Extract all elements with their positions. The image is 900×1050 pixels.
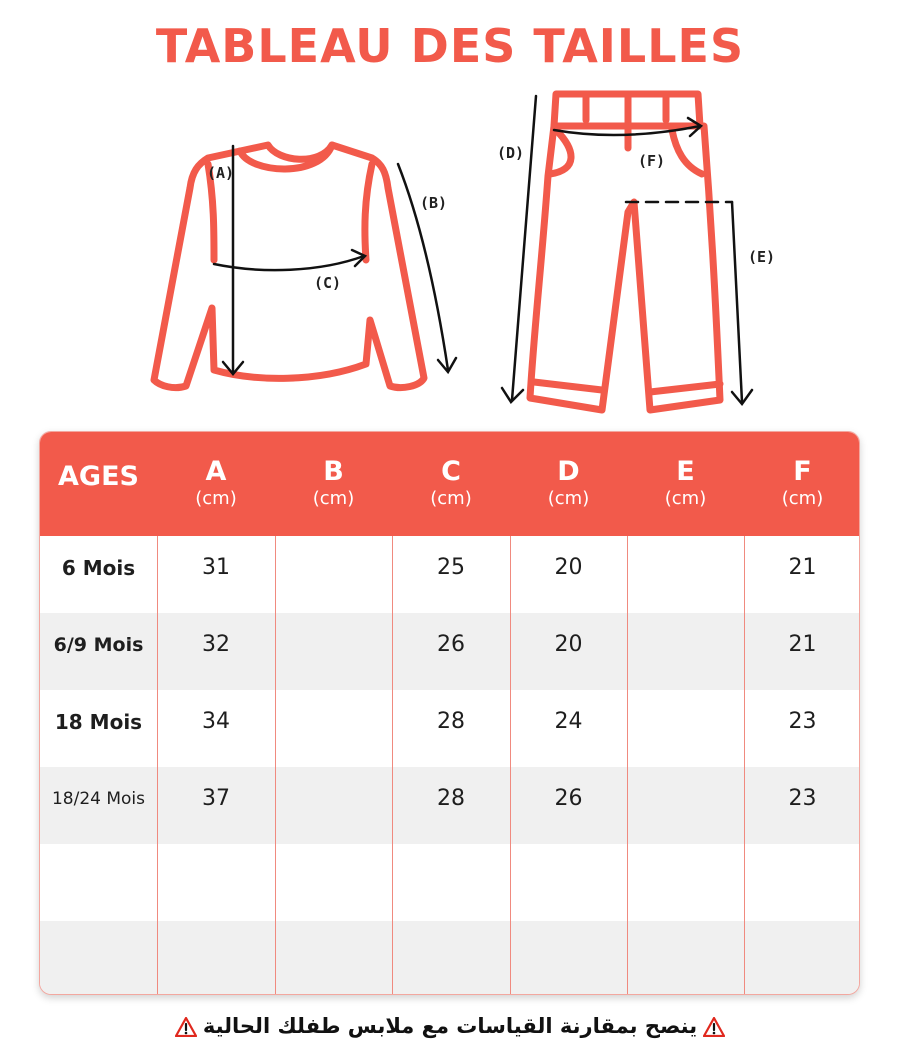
value-cell: 28 (437, 709, 465, 734)
table-row (40, 921, 859, 995)
age-cell: 6 Mois (61, 556, 136, 580)
header-col-d: D (cm) (547, 456, 590, 509)
value-cell (275, 690, 392, 767)
page-title: TABLEAU DES TAILLES (155, 19, 745, 73)
value-cell: 37 (202, 786, 230, 811)
advice-text: ينصح بمقارنة القياسات مع ملابس طفلك الحالية (202, 1014, 698, 1038)
value-cell (627, 767, 744, 844)
column-divider (275, 536, 276, 995)
column-divider (627, 536, 628, 995)
warning-icon (175, 1017, 197, 1037)
value-cell: 31 (202, 555, 230, 580)
value-cell: 20 (554, 555, 583, 580)
header-ages: AGES (58, 461, 139, 492)
table-row (40, 767, 859, 844)
age-cell: 18 Mois (54, 710, 143, 734)
value-cell: 23 (788, 786, 817, 811)
value-cell: 28 (437, 786, 465, 811)
table-header (40, 432, 859, 536)
warning-icon (703, 1017, 725, 1037)
column-divider (157, 536, 158, 995)
value-cell (627, 690, 744, 767)
value-cell (275, 767, 392, 844)
table-row (40, 690, 859, 767)
value-cell: 34 (202, 709, 230, 734)
value-cell: 32 (202, 632, 230, 657)
value-cell: 25 (437, 555, 465, 580)
table-row (40, 844, 859, 921)
column-divider (510, 536, 511, 995)
value-cell (275, 536, 392, 613)
value-cell (627, 536, 744, 613)
table-row (40, 536, 859, 613)
pants-illustration (530, 94, 720, 410)
value-cell: 26 (437, 632, 465, 657)
label-d: (D) (497, 144, 525, 162)
value-cell (275, 613, 392, 690)
value-cell: 23 (788, 709, 817, 734)
header-col-b: B (cm) (312, 456, 355, 509)
value-cell: 24 (554, 709, 583, 734)
header-col-c: C (cm) (430, 456, 472, 509)
label-f: (F) (638, 152, 666, 170)
table-row (40, 613, 859, 690)
size-diagram (0, 80, 900, 425)
value-cell: 21 (788, 555, 817, 580)
value-cell: 26 (554, 786, 583, 811)
size-table (39, 431, 860, 995)
value-cell: 20 (554, 632, 583, 657)
header-col-f: F (cm) (781, 456, 824, 509)
label-b: (B) (420, 194, 448, 212)
label-e: (E) (748, 248, 776, 266)
age-cell: 6/9 Mois (53, 634, 144, 656)
label-a: (A) (207, 164, 235, 182)
advice-note (0, 1010, 900, 1042)
value-cell (627, 613, 744, 690)
age-cell: 18/24 Mois (51, 789, 146, 809)
value-cell: 21 (788, 632, 817, 657)
label-c: (C) (314, 274, 342, 292)
header-col-a: A (cm) (195, 456, 237, 509)
column-divider (744, 536, 745, 995)
header-col-e: E (cm) (664, 456, 707, 509)
age-cell (40, 921, 157, 995)
column-divider (392, 536, 393, 995)
age-cell (40, 844, 157, 921)
shirt-illustration (154, 145, 424, 388)
